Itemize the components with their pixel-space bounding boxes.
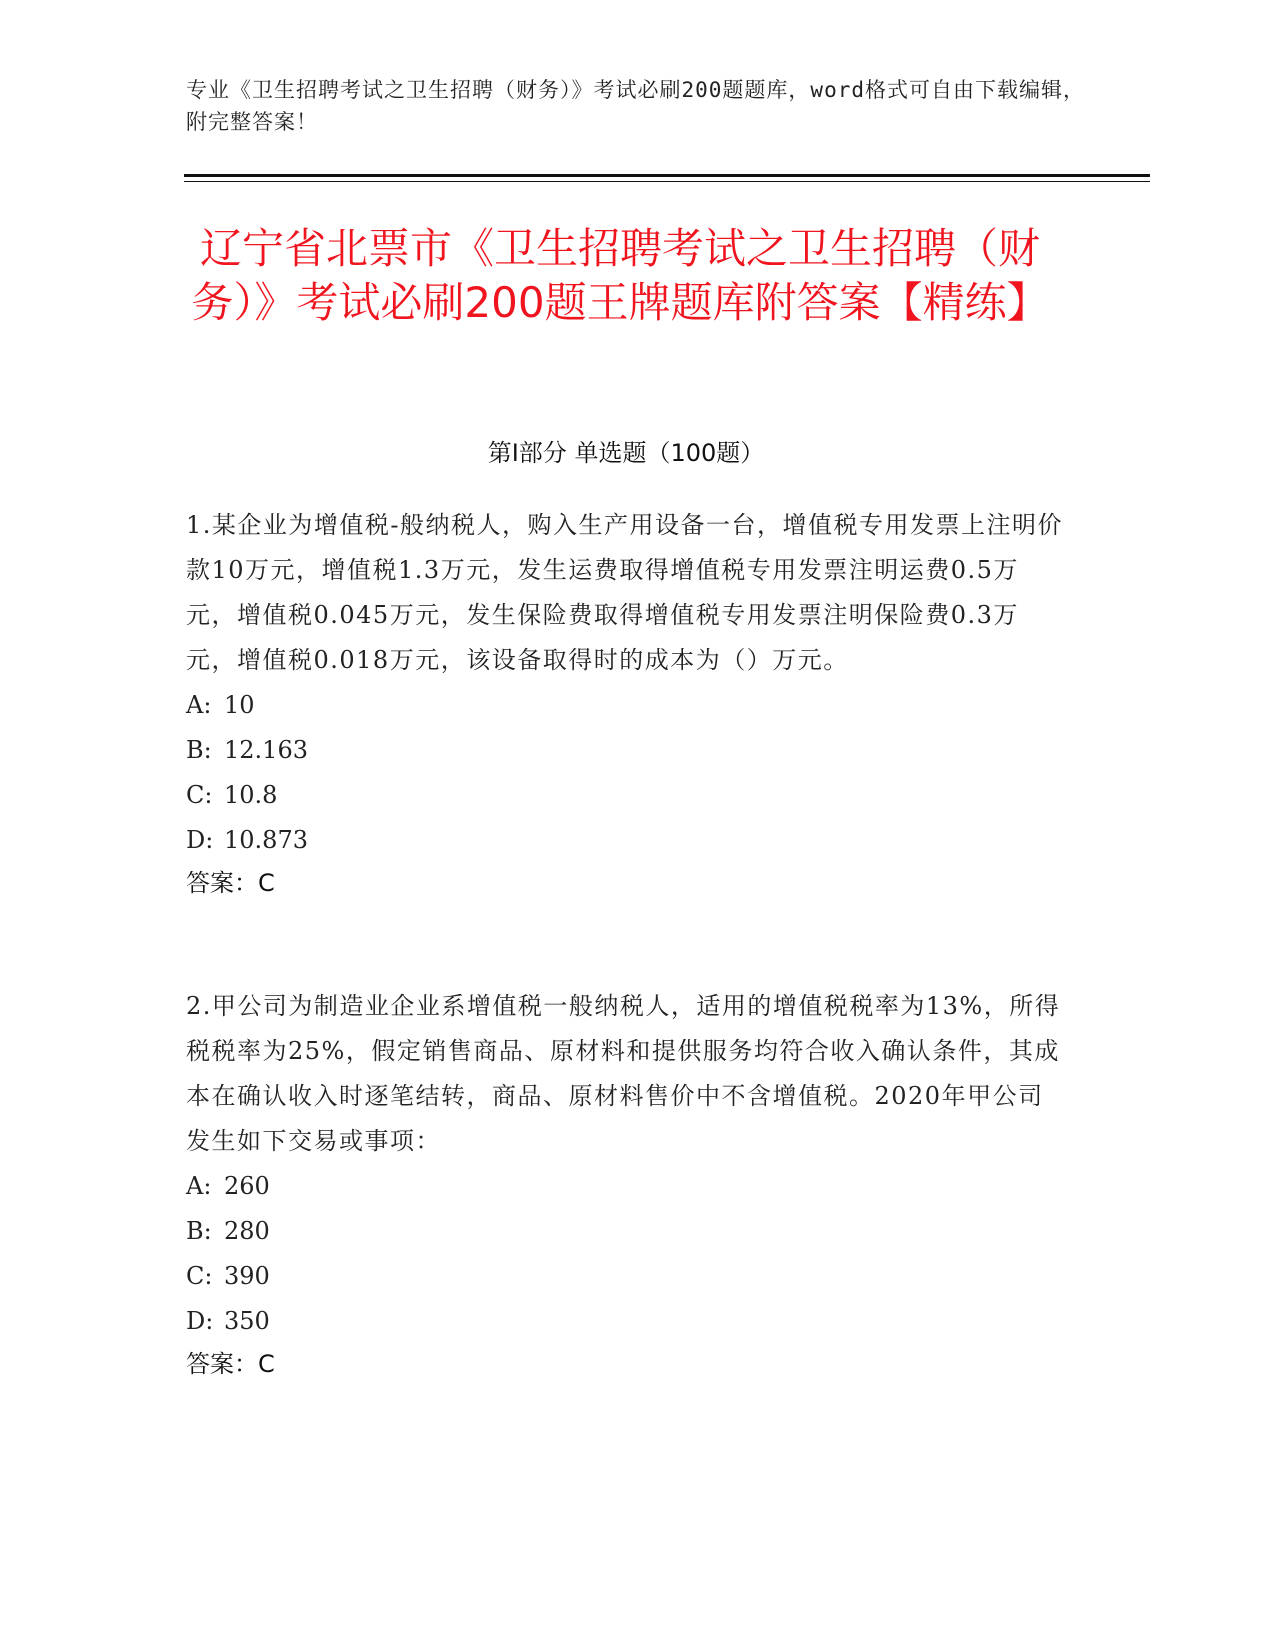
question-1 [186,503,1066,903]
option-a [186,683,1066,728]
option-value: 390 [224,1262,270,1290]
option-key: B: [186,736,212,764]
option-c [186,773,1066,818]
option-a [186,1164,1066,1209]
option-key: B: [186,1217,212,1245]
question-stem: 2.甲公司为制造业企业系增值税一般纳税人，适用的增值税税率为13%，所得税税率为25%，假定销售商品、原材料和提供服务均符合收入确认条件，其成本在确认收入时逐笔结转，商品、原材料售价中不含增值税。2020年甲公司发生如下交易或事项： [186,992,1061,1155]
option-key: A: [186,1172,212,1200]
option-c [186,1254,1066,1299]
header-note: 专业《卫生招聘考试之卫生招聘（财务）》考试必刷200题题库，word格式可自由下载编辑，附完整答案！ [186,78,1085,134]
option-b [186,1209,1066,1254]
header-divider-thin [184,181,1150,182]
option-value: 10 [224,691,255,719]
option-key: D: [186,826,214,854]
document-title: 辽宁省北票市《卫生招聘考试之卫生招聘（财务）》考试必刷200题王牌题库附答案【精练】 [191,224,1049,327]
option-value: 10.8 [224,781,278,809]
option-key: C: [186,781,213,809]
option-value: 350 [224,1307,270,1335]
answer: 答案：C [186,1350,275,1378]
option-key: D: [186,1307,214,1335]
option-key: C: [186,1262,213,1290]
section-title: 第Ⅰ部分 单选题（100题） [487,439,765,467]
option-value: 260 [224,1172,270,1200]
option-value: 10.873 [224,826,308,854]
question-2 [186,984,1066,1384]
question-stem: 1.某企业为增值税-般纳税人，购入生产用设备一台，增值税专用发票上注明价款10万元，增值税1.3万元，发生运费取得增值税专用发票注明运费0.5万元，增值税0.045万元，发生保险费取得增值税专用发票注明保险费0.3万元，增值税0.018万元，该设备取得时的成本为（）万元。 [186,511,1064,674]
option-key: A: [186,691,212,719]
option-value: 280 [224,1217,270,1245]
option-b [186,728,1066,773]
answer: 答案：C [186,869,275,897]
option-value: 12.163 [224,736,308,764]
option-d [186,1299,1066,1344]
option-d [186,818,1066,863]
header-divider-thick [184,174,1150,177]
